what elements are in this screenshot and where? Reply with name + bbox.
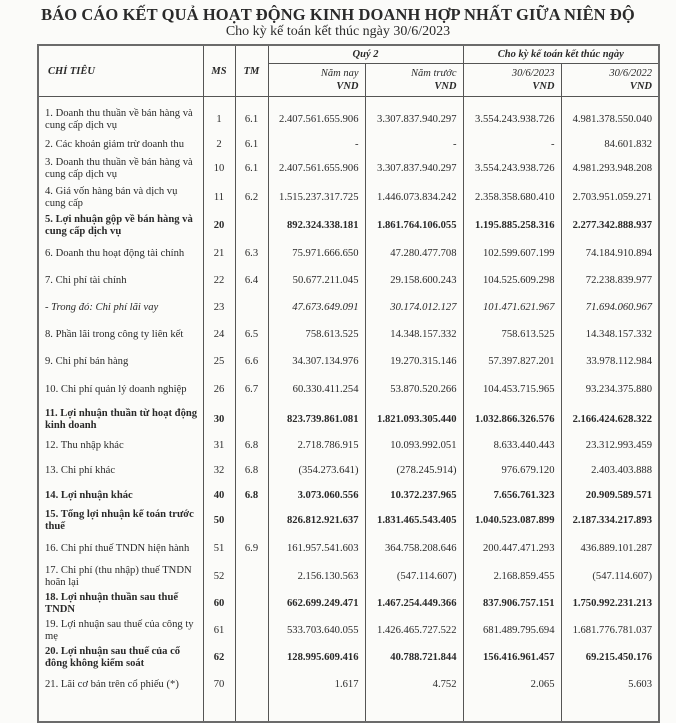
row-ms: 32 [203,457,235,484]
row-tm: 6.2 [235,184,268,211]
value-period-2022: 2.187.334.217.893 [561,507,659,534]
col-label: Năm nay [320,68,359,79]
value-current-quarter: 75.971.666.650 [268,240,365,267]
value-period-2023: 8.633.440.443 [463,434,561,457]
value-current-quarter: 47.673.649.091 [268,294,365,321]
row-label: 10. Chi phí quản lý doanh nghiệp [38,375,203,405]
value-previous-quarter: 47.280.477.708 [365,240,463,267]
table-row [38,348,659,375]
row-tm: 6.8 [235,434,268,457]
value-period-2023: 156.416.961.457 [463,644,561,671]
value-period-2022: 84.601.832 [561,135,659,154]
value-period-2023: - [463,135,561,154]
row-label: 21. Lãi cơ bản trên cổ phiếu (*) [38,671,203,699]
row-tm [235,507,268,534]
value-current-quarter: 3.073.060.556 [268,484,365,507]
table-row [38,294,659,321]
value-period-2023: 104.525.609.298 [463,267,561,294]
value-previous-quarter: 1.861.764.106.055 [365,211,463,240]
value-previous-quarter: 10.372.237.965 [365,484,463,507]
value-period-2022: 14.348.157.332 [561,321,659,348]
value-current-quarter: - [268,135,365,154]
row-label: 6. Doanh thu hoạt động tài chính [38,240,203,267]
value-current-quarter: 161.957.541.603 [268,534,365,563]
row-tm [235,405,268,434]
col-label: Năm trước [411,68,457,79]
value-period-2023: 200.447.471.293 [463,534,561,563]
header-ms: MS [203,45,235,97]
row-tm: 6.7 [235,375,268,405]
value-current-quarter: 826.812.921.637 [268,507,365,534]
report-title: BÁO CÁO KẾT QUẢ HOẠT ĐỘNG KINH DOANH HỢP NHẤT GIỮA NIÊN ĐỘ [41,5,635,24]
value-previous-quarter: 40.788.721.844 [365,644,463,671]
row-label: 7. Chi phí tài chính [38,267,203,294]
table-row [38,267,659,294]
value-period-2022: 5.603 [561,671,659,699]
value-period-2023: 976.679.120 [463,457,561,484]
value-previous-quarter: 19.270.315.146 [365,348,463,375]
row-tm: 6.9 [235,534,268,563]
col-unit: VND [532,81,555,92]
row-tm: 6.1 [235,105,268,135]
row-label: 17. Chi phí (thu nhập) thuế TNDN hoãn lại [38,563,203,590]
row-label: 15. Tổng lợi nhuận kế toán trước thuế [38,507,203,534]
value-current-quarter: 1.515.237.317.725 [268,184,365,211]
value-current-quarter: 662.699.249.471 [268,590,365,617]
table-row [38,211,659,240]
value-current-quarter: 823.739.861.081 [268,405,365,434]
value-previous-quarter: 29.158.600.243 [365,267,463,294]
table-row [38,534,659,563]
value-current-quarter: 533.703.640.055 [268,617,365,644]
row-label: 19. Lợi nhuận sau thuế của công ty mẹ [38,617,203,644]
value-previous-quarter: 3.307.837.940.297 [365,154,463,184]
row-ms: 70 [203,671,235,699]
value-period-2023: 837.906.757.151 [463,590,561,617]
value-period-2022: 23.312.993.459 [561,434,659,457]
value-previous-quarter: - [365,135,463,154]
header-col-previous-year [365,64,463,97]
row-label: 2. Các khoản giảm trừ doanh thu [38,135,203,154]
value-previous-quarter: 53.870.520.266 [365,375,463,405]
value-period-2022: 2.166.424.628.322 [561,405,659,434]
row-ms: 26 [203,375,235,405]
row-ms: 31 [203,434,235,457]
value-period-2023: 1.032.866.326.576 [463,405,561,434]
value-previous-quarter: 10.093.992.051 [365,434,463,457]
value-previous-quarter: 3.307.837.940.297 [365,105,463,135]
header-group-quarter: Quý 2 [268,45,463,64]
value-previous-quarter: 1.426.465.727.522 [365,617,463,644]
header-col-2022 [561,64,659,97]
value-period-2023: 2.358.358.680.410 [463,184,561,211]
row-label: 11. Lợi nhuận thuần từ hoạt động kinh doanh [38,405,203,434]
value-period-2023: 681.489.795.694 [463,617,561,644]
row-ms: 10 [203,154,235,184]
table-body [38,97,659,723]
value-period-2022: 72.238.839.977 [561,267,659,294]
row-tm: 6.1 [235,135,268,154]
value-period-2022: 33.978.112.984 [561,348,659,375]
value-period-2023: 101.471.621.967 [463,294,561,321]
row-label: 14. Lợi nhuận khác [38,484,203,507]
table-row [38,563,659,590]
table-row [38,405,659,434]
value-period-2023: 2.065 [463,671,561,699]
row-ms: 50 [203,507,235,534]
col-label: 30/6/2023 [511,68,555,79]
value-previous-quarter: 30.174.012.127 [365,294,463,321]
table-row [38,671,659,699]
value-period-2022: 1.681.776.781.037 [561,617,659,644]
value-current-quarter: 2.156.130.563 [268,563,365,590]
row-label: 18. Lợi nhuận thuần sau thuế TNDN [38,590,203,617]
table-row [38,434,659,457]
value-period-2022: 74.184.910.894 [561,240,659,267]
value-current-quarter: (354.273.641) [268,457,365,484]
value-current-quarter: 2.407.561.655.906 [268,154,365,184]
row-ms: 24 [203,321,235,348]
spacer-row [38,97,659,106]
value-period-2023: 102.599.607.199 [463,240,561,267]
value-previous-quarter: 364.758.208.646 [365,534,463,563]
row-ms: 11 [203,184,235,211]
table-row [38,135,659,154]
value-period-2022: 69.215.450.176 [561,644,659,671]
table-row [38,154,659,184]
value-period-2023: 3.554.243.938.726 [463,105,561,135]
value-period-2023: 758.613.525 [463,321,561,348]
header-chi-tieu: CHỈ TIÊU [38,45,203,97]
value-period-2022: 436.889.101.287 [561,534,659,563]
table-row [38,321,659,348]
row-ms: 22 [203,267,235,294]
row-ms: 1 [203,105,235,135]
value-period-2022: 20.909.589.571 [561,484,659,507]
row-ms: 62 [203,644,235,671]
row-label: 20. Lợi nhuận sau thuế của cổ đông không kiểm soát [38,644,203,671]
row-label: 1. Doanh thu thuần về bán hàng và cung cấp dịch vụ [38,105,203,135]
row-tm: 6.5 [235,321,268,348]
value-period-2023: 1.195.885.258.316 [463,211,561,240]
value-period-2023: 2.168.859.455 [463,563,561,590]
row-tm: 6.6 [235,348,268,375]
value-period-2022: 4.981.378.550.040 [561,105,659,135]
table-row [38,590,659,617]
value-current-quarter: 892.324.338.181 [268,211,365,240]
value-current-quarter: 2.407.561.655.906 [268,105,365,135]
header-tm: TM [235,45,268,97]
row-ms: 20 [203,211,235,240]
table-row [38,457,659,484]
header-group-period: Cho kỳ kế toán kết thúc ngày [463,45,659,64]
value-period-2022: 4.981.293.948.208 [561,154,659,184]
row-tm [235,294,268,321]
col-unit: VND [336,81,359,92]
table-row [38,240,659,267]
row-label: - Trong đó: Chi phí lãi vay [38,294,203,321]
row-label: 13. Chi phí khác [38,457,203,484]
row-ms: 52 [203,563,235,590]
value-current-quarter: 758.613.525 [268,321,365,348]
value-period-2022: 2.277.342.888.937 [561,211,659,240]
row-ms: 2 [203,135,235,154]
row-tm [235,211,268,240]
row-ms: 40 [203,484,235,507]
value-period-2023: 57.397.827.201 [463,348,561,375]
col-unit: VND [434,81,457,92]
row-ms: 23 [203,294,235,321]
value-previous-quarter: (278.245.914) [365,457,463,484]
table-row [38,644,659,671]
table-row [38,184,659,211]
value-previous-quarter: 1.467.254.449.366 [365,590,463,617]
col-unit: VND [629,81,653,92]
table-row [38,105,659,135]
value-current-quarter: 128.995.609.416 [268,644,365,671]
value-current-quarter: 2.718.786.915 [268,434,365,457]
value-current-quarter: 1.617 [268,671,365,699]
value-current-quarter: 60.330.411.254 [268,375,365,405]
row-tm [235,671,268,699]
row-tm: 6.3 [235,240,268,267]
row-label: 5. Lợi nhuận gộp về bán hàng và cung cấp dịch vụ [38,211,203,240]
row-label: 4. Giá vốn hàng bán và dịch vụ cung cấp [38,184,203,211]
value-period-2022: 93.234.375.880 [561,375,659,405]
end-spacer-row [38,699,659,722]
row-ms: 21 [203,240,235,267]
value-period-2022: 2.403.403.888 [561,457,659,484]
row-label: 3. Doanh thu thuần về bán hàng và cung cấp dịch vụ [38,154,203,184]
row-tm: 6.1 [235,154,268,184]
col-label: 30/6/2022 [609,68,653,79]
row-tm: 6.8 [235,484,268,507]
report-subtitle: Cho kỳ kế toán kết thúc ngày 30/6/2023 [225,24,451,39]
table-row [38,484,659,507]
table-row [38,617,659,644]
header-col-current-year [268,64,365,97]
value-period-2022: (547.114.607) [561,563,659,590]
value-period-2022: 1.750.992.231.213 [561,590,659,617]
row-ms: 25 [203,348,235,375]
value-period-2023: 3.554.243.938.726 [463,154,561,184]
header-col-2023 [463,64,561,97]
row-label: 9. Chi phí bán hàng [38,348,203,375]
row-label: 12. Thu nhập khác [38,434,203,457]
row-tm [235,563,268,590]
value-current-quarter: 34.307.134.976 [268,348,365,375]
row-tm [235,617,268,644]
row-ms: 60 [203,590,235,617]
row-ms: 61 [203,617,235,644]
value-previous-quarter: 4.752 [365,671,463,699]
value-previous-quarter: 14.348.157.332 [365,321,463,348]
income-statement-table [37,44,660,723]
row-label: 16. Chi phí thuế TNDN hiện hành [38,534,203,563]
row-tm [235,644,268,671]
value-period-2022: 71.694.060.967 [561,294,659,321]
table-row [38,375,659,405]
value-period-2023: 7.656.761.323 [463,484,561,507]
value-previous-quarter: (547.114.607) [365,563,463,590]
row-tm: 6.8 [235,457,268,484]
row-tm: 6.4 [235,267,268,294]
value-previous-quarter: 1.821.093.305.440 [365,405,463,434]
value-period-2023: 104.453.715.965 [463,375,561,405]
value-current-quarter: 50.677.211.045 [268,267,365,294]
row-ms: 51 [203,534,235,563]
row-tm [235,590,268,617]
row-ms: 30 [203,405,235,434]
value-previous-quarter: 1.446.073.834.242 [365,184,463,211]
value-period-2023: 1.040.523.087.899 [463,507,561,534]
row-label: 8. Phần lãi trong công ty liên kết [38,321,203,348]
table-row [38,507,659,534]
value-previous-quarter: 1.831.465.543.405 [365,507,463,534]
value-period-2022: 2.703.951.059.271 [561,184,659,211]
